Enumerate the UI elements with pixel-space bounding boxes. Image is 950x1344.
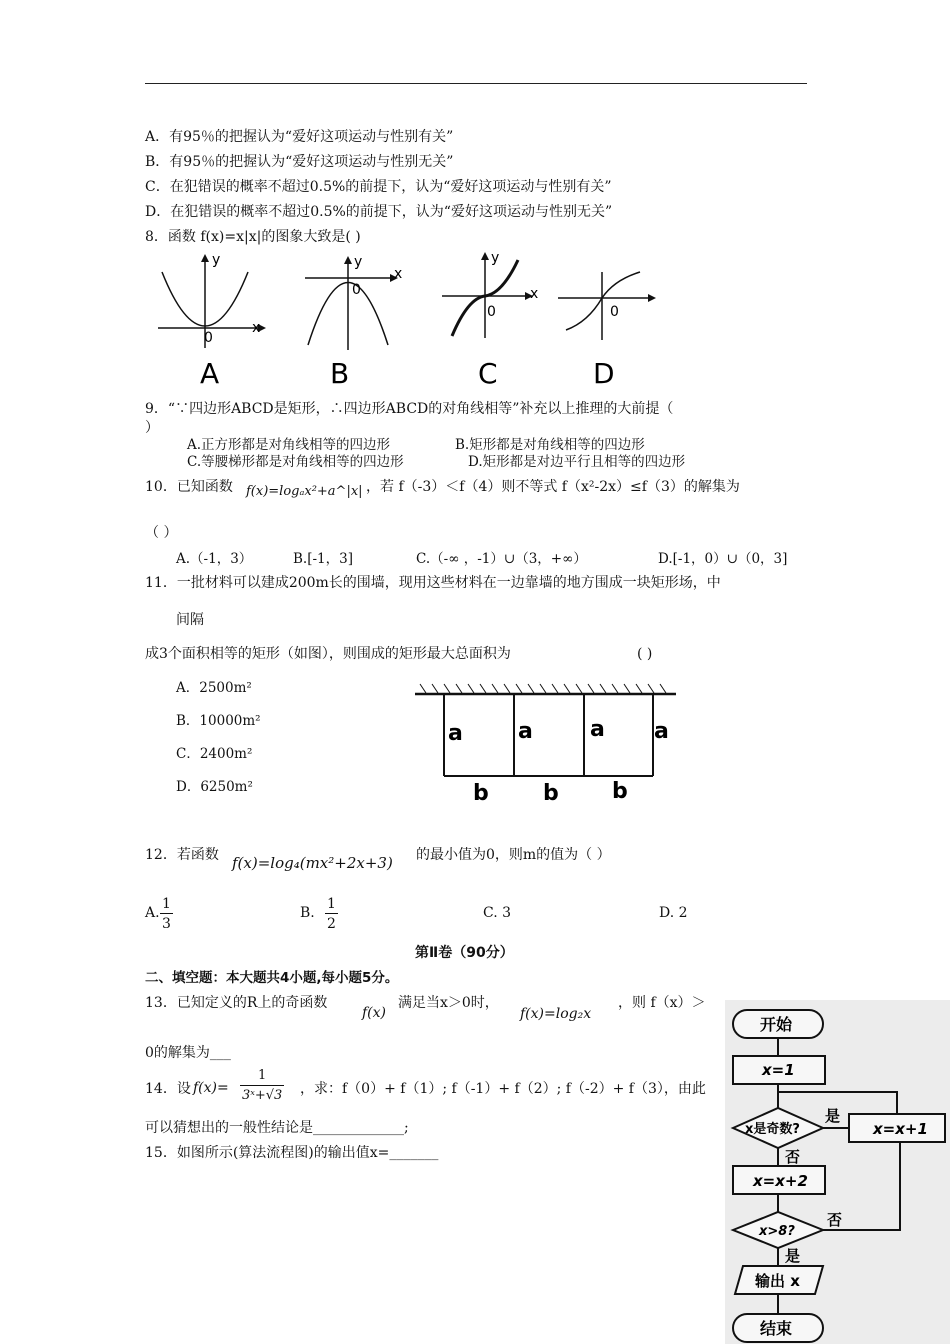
graph-d bbox=[558, 272, 656, 390]
graph-c-origin: 0 bbox=[487, 304, 496, 320]
section2-title: 第Ⅱ卷（90分） bbox=[415, 945, 514, 961]
graph-a-origin: 0 bbox=[204, 330, 213, 346]
fig-label-a1: a bbox=[448, 721, 463, 746]
q7-option-c: C．在犯错误的概率不超过0.5%的前提下，认为“爱好这项运动与性别有关” bbox=[145, 179, 612, 195]
graph-a-label: A bbox=[200, 357, 220, 390]
graph-b-ylabel: y bbox=[354, 254, 363, 270]
q14-num: 1 bbox=[258, 1068, 267, 1083]
q11-paren: ( ) bbox=[637, 646, 653, 662]
q12-option-b-label: B. bbox=[300, 905, 315, 921]
graph-a-xlabel: x bbox=[252, 320, 261, 336]
graph-b-label: B bbox=[330, 357, 350, 390]
q8-graphs bbox=[140, 250, 680, 390]
q13-stem-pre: 13．已知定义的R上的奇函数 bbox=[145, 995, 328, 1011]
fc-step-no-text: x=x+2 bbox=[753, 1172, 808, 1190]
q10-option-d: D.[-1，0）∪（0，3] bbox=[658, 551, 788, 567]
section2-heading: 二、填空题：本大题共4小题,每小题5分。 bbox=[145, 970, 399, 986]
fc-init-text: x=1 bbox=[762, 1061, 795, 1079]
q13-stem-mid: 满足当x＞0时， bbox=[398, 995, 499, 1011]
q12-option-a-num: 1 bbox=[162, 896, 171, 912]
fig-label-b1: b bbox=[473, 781, 489, 805]
fig-label-a3: a bbox=[590, 717, 605, 742]
q12-option-a-den: 3 bbox=[162, 916, 171, 932]
q10-option-b: B.[-1，3] bbox=[293, 551, 353, 567]
q11-option-d: D．6250m² bbox=[176, 779, 253, 795]
q9-option-c: C.等腰梯形都是对角线相等的四边形 bbox=[187, 454, 404, 470]
graph-b bbox=[305, 254, 402, 390]
q14-stem-post: ，求：f（0）+ f（1）; f（-1）+ f（2）; f（-2）+ f（3），由此 bbox=[300, 1081, 706, 1097]
graph-c-xlabel: x bbox=[530, 286, 539, 302]
fc-cond2-text: x>8? bbox=[759, 1224, 795, 1239]
fc-yes1-text: 是 bbox=[825, 1107, 841, 1125]
graph-d-label: D bbox=[593, 357, 615, 390]
q12-option-b-num: 1 bbox=[327, 896, 336, 912]
q8-stem: 8．函数 f(x)=x|x|的图象大致是( ) bbox=[145, 229, 361, 245]
fc-start-text: 开始 bbox=[760, 1015, 793, 1034]
q7-option-b: B．有95％的把握认为“爱好这项运动与性别无关” bbox=[145, 154, 454, 170]
q10-formula: f(x)=logₐx²+a^|x| bbox=[246, 484, 363, 499]
q12-option-d: D. 2 bbox=[659, 905, 688, 921]
fc-no1-text: 否 bbox=[785, 1148, 801, 1166]
fig-label-a2: a bbox=[518, 719, 533, 744]
graph-b-xlabel: x bbox=[394, 266, 403, 282]
q9-option-d: D.矩形都是对边平行且相等的四边形 bbox=[468, 454, 686, 470]
q14-den: 3ˣ+√3 bbox=[242, 1088, 283, 1103]
q14-frac bbox=[240, 1068, 284, 1104]
q11-option-c: C．2400m² bbox=[176, 746, 253, 762]
fig-label-b3: b bbox=[612, 779, 628, 804]
graph-d-origin: 0 bbox=[610, 304, 619, 320]
q15-stem: 15．如图所示(算法流程图)的输出值x=_______ bbox=[145, 1145, 439, 1161]
q12-option-a-frac bbox=[160, 896, 173, 932]
q14-line2: 可以猜想出的一般性结论是_____________; bbox=[145, 1120, 409, 1136]
q10-stem-pre: 10．已知函数 bbox=[145, 479, 233, 495]
q10-paren: （ ） bbox=[145, 525, 178, 541]
q9-option-b: B.矩形都是对角线相等的四边形 bbox=[455, 437, 645, 453]
q13-formula: f(x)=log₂x bbox=[520, 1006, 592, 1022]
graph-a bbox=[158, 252, 266, 390]
q7-option-a: A．有95％的把握认为“爱好这项运动与性别有关” bbox=[145, 129, 454, 145]
q11-stem-3: 成3个面积相等的矩形（如图），则围成的矩形最大总面积为 bbox=[145, 646, 511, 662]
graph-b-origin: 0 bbox=[352, 282, 361, 298]
q11-fence-figure bbox=[410, 680, 680, 805]
fc-step-yes-text: x=x+1 bbox=[873, 1120, 928, 1138]
q11-stem-1: 11．一批材料可以建成200m长的围墙，现用这些材料在一边靠墙的地方围成一块矩形场，中 bbox=[145, 575, 721, 591]
q11-stem-2: 间隔 bbox=[176, 612, 204, 628]
q12-option-b-den: 2 bbox=[327, 916, 336, 932]
q10-option-c: C.（-∞ ，-1）∪（3，+∞） bbox=[416, 551, 587, 567]
graph-a-ylabel: y bbox=[212, 252, 221, 268]
q11-option-b: B．10000m² bbox=[176, 713, 261, 729]
q9-stem: 9．“∵四边形ABCD是矩形，∴四边形ABCD的对角线相等”补充以上推理的大前提（ bbox=[145, 401, 674, 417]
q14-stem-pre: 14．设 bbox=[145, 1081, 191, 1097]
q12-stem-post: 的最小值为0，则m的值为（ ） bbox=[416, 847, 611, 863]
q12-option-c: C. 3 bbox=[483, 905, 512, 921]
q10-stem-post: ，若 f（-3）＜f（4）则不等式 f（x²-2x）≤f（3）的解集为 bbox=[366, 479, 740, 495]
q9-option-a: A.正方形都是对角线相等的四边形 bbox=[187, 437, 391, 453]
graph-c-ylabel: y bbox=[491, 250, 500, 266]
flowchart bbox=[725, 1000, 950, 1344]
fc-end-text: 结束 bbox=[760, 1319, 793, 1338]
q12-formula: f(x)=log₄(mx²+2x+3) bbox=[232, 854, 393, 872]
q12-stem-pre: 12．若函数 bbox=[145, 847, 219, 863]
graph-c bbox=[442, 250, 538, 390]
q13-line2: 0的解集为___ bbox=[145, 1045, 231, 1061]
fc-no2-text: 否 bbox=[827, 1211, 843, 1229]
q7-option-d: D．在犯错误的概率不超过0.5%的前提下，认为“爱好这项运动与性别无关” bbox=[145, 204, 613, 220]
q13-fx: f(x) bbox=[362, 1005, 387, 1021]
q12-option-a-label: A. bbox=[145, 905, 160, 921]
fc-cond1-text: x是奇数? bbox=[745, 1122, 800, 1137]
q11-option-a: A．2500m² bbox=[176, 680, 252, 696]
q14-fx: f(x)= bbox=[193, 1080, 229, 1096]
fc-yes2-text: 是 bbox=[785, 1247, 801, 1265]
fig-label-b2: b bbox=[543, 781, 559, 805]
q9-stem-cont: ） bbox=[145, 420, 159, 436]
q13-stem-post: ，则 f（x）＞ bbox=[618, 995, 706, 1011]
fc-output-text: 输出 x bbox=[755, 1272, 800, 1290]
q12-option-b-frac bbox=[325, 896, 338, 932]
q10-option-a: A.（-1，3） bbox=[176, 551, 253, 567]
header-rule bbox=[145, 83, 807, 84]
graph-c-label: C bbox=[478, 357, 498, 390]
fig-label-a4: a bbox=[654, 719, 669, 744]
